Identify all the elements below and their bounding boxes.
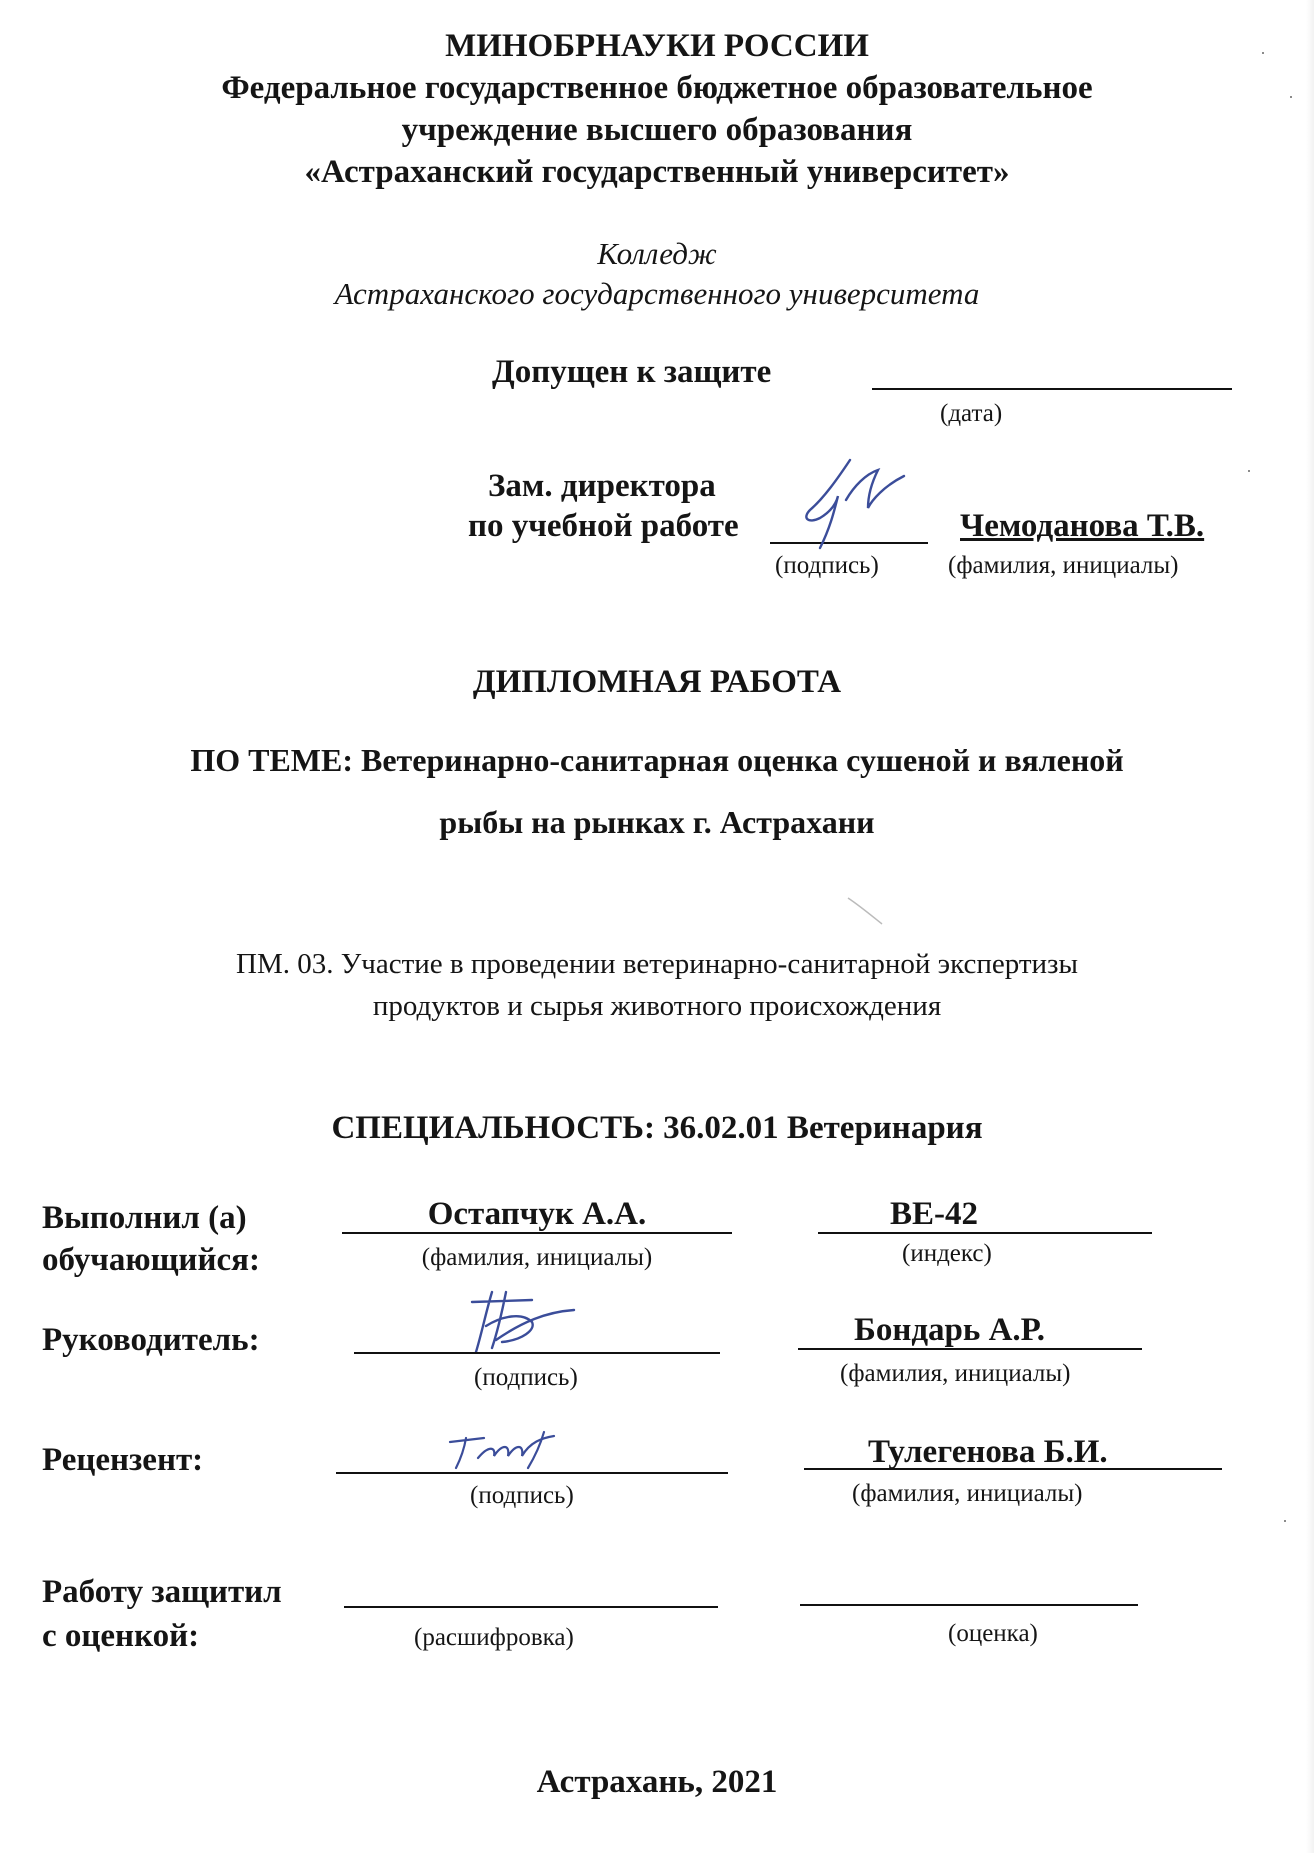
ministry-heading: МИНОБРНАУКИ РОССИИ xyxy=(445,28,869,64)
scan-speck xyxy=(1290,96,1292,98)
reviewer-signature-caption: (подпись) xyxy=(470,1482,574,1509)
performer-name-caption: (фамилия, инициалы) xyxy=(421,1244,653,1271)
module-line-1: ПМ. 03. Участие в проведении ветеринарно-санитарной экспертизы xyxy=(236,948,1078,980)
college-line-1: Колледж xyxy=(597,236,717,271)
date-line xyxy=(872,388,1232,390)
deputy-label-line-1: Зам. директора xyxy=(488,468,716,504)
performer-label-line-2: обучающийся: xyxy=(42,1242,260,1278)
deputy-signature-image xyxy=(780,452,930,557)
city-year: Астрахань, 2021 xyxy=(536,1764,778,1800)
deputy-label-line-2: по учебной работе xyxy=(468,508,739,544)
performer-group-line xyxy=(818,1232,1152,1234)
reviewer-signature-image xyxy=(444,1428,570,1472)
scan-edge-shadow xyxy=(1306,0,1314,1853)
supervisor-signature-caption: (подпись) xyxy=(474,1364,578,1391)
specialty: СПЕЦИАЛЬНОСТЬ: 36.02.01 Ветеринария xyxy=(331,1110,983,1146)
topic-line-2: рыбы на рынках г. Астрахани xyxy=(439,804,875,840)
defense-label-line-1: Работу защитил xyxy=(42,1574,282,1610)
defense-transcript-line xyxy=(344,1606,718,1608)
supervisor-signature-line xyxy=(354,1352,720,1354)
defense-grade-line xyxy=(800,1604,1138,1606)
reviewer-signature-line xyxy=(336,1472,728,1474)
stray-mark xyxy=(846,896,886,926)
deputy-name: Чемоданова Т.В. xyxy=(960,508,1205,544)
topic-line-1: ПО ТЕМЕ: Ветеринарно-санитарная оценка сушеной и вяленой xyxy=(190,742,1124,778)
reviewer-name-line xyxy=(804,1468,1222,1470)
reviewer-name-caption: (фамилия, инициалы) xyxy=(852,1480,1083,1507)
reviewer-label: Рецензент: xyxy=(42,1442,204,1478)
institution-line-2: учреждение высшего образования xyxy=(401,112,913,148)
deputy-name-caption: (фамилия, инициалы) xyxy=(948,552,1179,579)
institution-line-1: Федеральное государственное бюджетное образовательное xyxy=(221,70,1093,106)
supervisor-name-caption: (фамилия, инициалы) xyxy=(840,1360,1071,1387)
supervisor-name: Бондарь А.Р. xyxy=(854,1312,1045,1348)
defense-transcript-caption: (расшифровка) xyxy=(414,1624,574,1651)
scan-speck xyxy=(1284,1520,1286,1522)
university-name: «Астраханский государственный университет» xyxy=(304,154,1010,190)
reviewer-name: Тулегенова Б.И. xyxy=(868,1434,1108,1470)
document-type: ДИПЛОМНАЯ РАБОТА xyxy=(472,664,842,700)
module-line-2: продуктов и сырья животного происхождения xyxy=(372,990,942,1022)
performer-name: Остапчук А.А. xyxy=(427,1196,647,1232)
supervisor-signature-image xyxy=(462,1282,582,1358)
performer-label-line-1: Выполнил (а) xyxy=(42,1200,247,1236)
performer-name-line xyxy=(342,1232,732,1234)
scan-speck xyxy=(1262,52,1264,54)
supervisor-name-line xyxy=(798,1348,1142,1350)
defense-label-line-2: с оценкой: xyxy=(42,1618,200,1654)
performer-group: ВЕ-42 xyxy=(890,1196,979,1232)
admitted-label: Допущен к защите xyxy=(492,354,772,390)
date-caption: (дата) xyxy=(940,400,1003,427)
deputy-signature-caption: (подпись) xyxy=(775,552,879,579)
college-line-2: Астраханского государственного университета xyxy=(334,276,980,311)
scan-speck xyxy=(1248,470,1250,472)
defense-grade-caption: (оценка) xyxy=(948,1620,1038,1647)
performer-group-caption: (индекс) xyxy=(902,1240,992,1267)
supervisor-label: Руководитель: xyxy=(42,1322,260,1358)
